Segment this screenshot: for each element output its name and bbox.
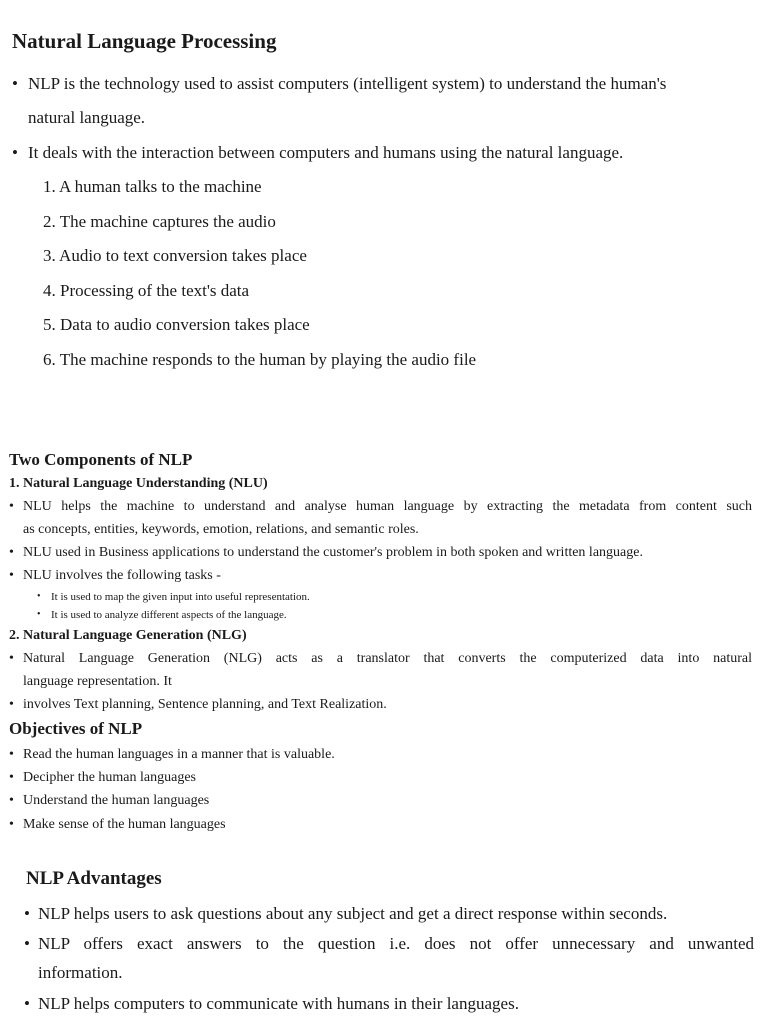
bullet-dot: • <box>9 793 14 808</box>
bullet-dot: • <box>24 934 30 953</box>
nlg-bullet-1: Natural Language Generation (NLG) acts as a translator that converts the computerized data into natural <box>23 651 752 666</box>
bullet-dot: • <box>9 747 14 762</box>
nlu-subbullet-1: It is used to map the given input into useful representation. <box>51 591 310 603</box>
nlg-bullet-2: involves Text planning, Sentence planning, and Text Realization. <box>23 697 387 712</box>
bullet-dot: • <box>9 651 14 666</box>
bullet-dot: • <box>9 697 14 712</box>
bullet-dot: • <box>9 545 14 560</box>
nlp-step-5: 5. Data to audio conversion takes place <box>43 315 310 334</box>
nlu-bullet-3: NLU involves the following tasks - <box>23 568 221 583</box>
nlp-bullet-2: It deals with the interaction between computers and humans using the natural language. <box>28 143 624 162</box>
advantages-title: NLP Advantages <box>26 868 162 889</box>
objective-3: Understand the human languages <box>23 793 210 808</box>
bullet-dot: • <box>9 817 14 832</box>
nlp-step-2: 2. The machine captures the audio <box>43 212 276 231</box>
nlu-bullet-1: NLU helps the machine to understand and analyse human language by extracting the metadata from content such <box>23 499 752 514</box>
nlu-bullet-2: NLU used in Business applications to understand the customer's problem in both spoken and written language. <box>23 545 643 560</box>
sub-bullet-dot: • <box>37 591 41 602</box>
bullet-dot: • <box>9 770 14 785</box>
nlu-bullet-1-cont: as concepts, entities, keywords, emotion, relations, and semantic roles. <box>23 522 419 537</box>
nlp-title: Natural Language Processing <box>12 29 277 53</box>
objective-2: Decipher the human languages <box>23 770 196 785</box>
bullet-dot: • <box>9 499 14 514</box>
bullet-dot: • <box>12 74 18 93</box>
nlp-bullet-1: NLP is the technology used to assist computers (intelligent system) to understand the human's <box>28 74 667 93</box>
bullet-dot: • <box>9 568 14 583</box>
objective-4: Make sense of the human languages <box>23 817 226 832</box>
nlg-heading: 2. Natural Language Generation (NLG) <box>9 628 247 643</box>
nlp-step-3: 3. Audio to text conversion takes place <box>43 246 307 265</box>
advantage-2: NLP offers exact answers to the question i.e. does not offer unnecessary and unwanted <box>38 934 754 953</box>
nlu-subbullet-2: It is used to analyze different aspects of the language. <box>51 609 287 621</box>
nlu-heading: 1. Natural Language Understanding (NLU) <box>9 476 268 491</box>
nlg-bullet-1-cont: language representation. It <box>23 674 172 689</box>
nlp-step-1: 1. A human talks to the machine <box>43 177 262 196</box>
objectives-title: Objectives of NLP <box>9 719 143 738</box>
advantage-3: NLP helps computers to communicate with humans in their languages. <box>38 994 519 1013</box>
advantage-2-cont: information. <box>38 963 123 982</box>
nlp-step-6: 6. The machine responds to the human by playing the audio file <box>43 350 477 369</box>
components-title: Two Components of NLP <box>9 450 193 469</box>
sub-bullet-dot: • <box>37 609 41 620</box>
nlp-step-4: 4. Processing of the text's data <box>43 281 250 300</box>
bullet-dot: • <box>12 143 18 162</box>
bullet-dot: • <box>24 904 30 923</box>
advantage-1: NLP helps users to ask questions about any subject and get a direct response within seconds. <box>38 904 668 923</box>
nlp-bullet-1-cont: natural language. <box>28 108 146 127</box>
objective-1: Read the human languages in a manner that is valuable. <box>23 747 335 762</box>
bullet-dot: • <box>24 994 30 1013</box>
